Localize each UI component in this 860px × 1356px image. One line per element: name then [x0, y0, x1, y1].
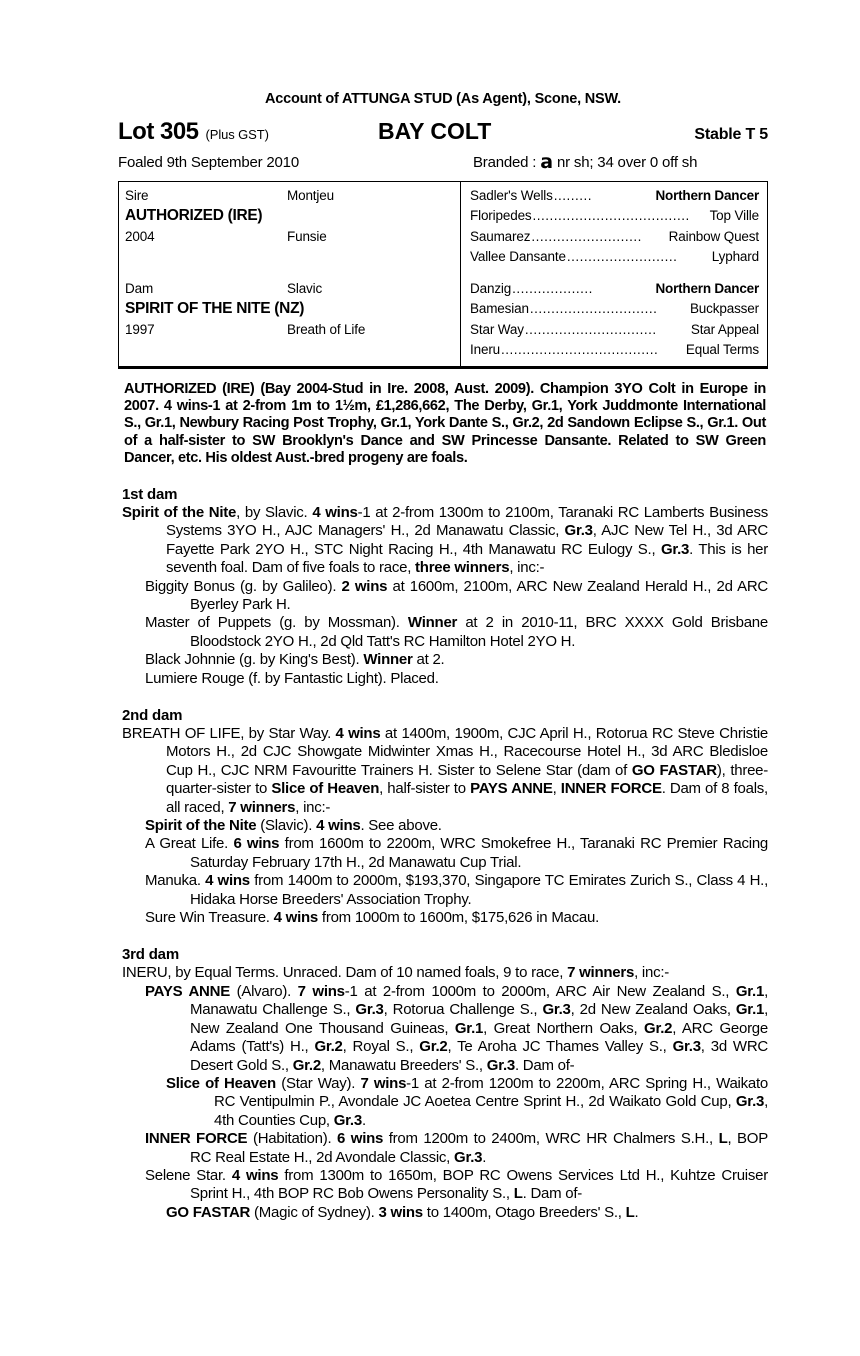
pedigree-entry: Selene Star. 4 wins from 1300m to 1650m, BOP RC Owens Services Ltd H., Kuhtze Cruiser Sprint H., 4th BOP RC Bob Owens Personality S., L. Dam of-	[145, 1166, 768, 1203]
pedigree-entry: Black Johnnie (g. by King's Best). Winner at 2.	[145, 651, 445, 669]
pedigree-entry: Manuka. 4 wins from 1400m to 2000m, $193,370, Singapore TC Emirates Zurich S., Class 4 H., Hidaka Horse Breeders' Association Trophy.	[145, 872, 768, 908]
gen3-right-name: Northern Dancer	[655, 187, 759, 203]
dam-dam-name: Breath of Life	[287, 321, 366, 337]
sire-year: 2004	[125, 228, 155, 244]
lot-number: Lot 305	[118, 117, 199, 145]
pedigree-entry: Spirit of the Nite (Slavic). 4 wins. See above.	[145, 817, 442, 835]
dam-section	[118, 946, 768, 1222]
pedigree-gen3-row	[461, 299, 767, 320]
spacer-cell	[281, 340, 461, 361]
gen3-right-name: Northern Dancer	[655, 280, 759, 296]
leader-dots: .....................................	[501, 342, 659, 358]
pedigree-entry: Biggity Bonus (g. by Galileo). 2 wins at 1600m, 2100m, ARC New Zealand Herald H., 2d ARC Byerley Park H.	[145, 577, 769, 613]
gen3-left-name: Floripedes	[470, 208, 532, 224]
plus-gst-note: (Plus GST)	[205, 126, 269, 142]
pedigree-grid	[119, 186, 767, 361]
pedigree-entry: Spirit of the Nite, by Slavic. 4 wins-1 at 2-from 1300m to 2100m, Taranaki RC Lamberts Business Systems 3YO H., AJC Managers' H., 2d Manawatu Classic, Gr.3, AJC New Tel H., 3d ARC Fayette Park 2YO H., STC Night Racing H., 4th Manawatu RC Eulogy S., Gr.3. This is her seventh foal. Dam of five foals to race, three winners, inc:-	[122, 503, 769, 577]
sire-name: AUTHORIZED (IRE)	[125, 207, 263, 225]
leader-dots: ..........................	[566, 249, 678, 265]
pedigree-entry: Master of Puppets (g. by Mossman). Winner at 2 in 2010-11, BRC XXXX Gold Brisbane Bloodstock 2YO H., 2d Qld Tatt's RC Hamilton Hotel 2YO H.	[145, 614, 768, 650]
foaled-branded-row	[118, 150, 768, 173]
pedigree-table	[118, 181, 768, 369]
leader-dots: ..........................	[531, 228, 642, 244]
branded-detail: nr sh; 34 over 0 off sh	[557, 153, 698, 171]
gen3-left-name: Star Way	[470, 321, 524, 337]
dam-name: SPIRIT OF THE NITE (NZ)	[125, 300, 305, 318]
dam-sire-name: Slavic	[287, 280, 323, 296]
lot-identity	[118, 118, 368, 146]
brand-symbol-icon: a	[540, 150, 554, 173]
sire-label: Sire	[125, 187, 149, 203]
pedigree-entry: GO FASTAR (Magic of Sydney). 3 wins to 1400m, Otago Breeders' S., L.	[166, 1203, 639, 1221]
pedigree-entry: BREATH OF LIFE, by Star Way. 4 wins at 1400m, 1900m, CJC April H., Rotorua RC Steve Christie Motors H., 2d CJC Showgate Midwinter Xmas H., Racecourse Hotel H., 3d ARC Bledisloe Cup H., CJC NRM Favouritte Trainers H. Sister to Selene Star (dam of GO FASTAR), three-quarter-sister to Slice of Heaven, half-sister to PAYS ANNE, INNER FORCE. Dam of 8 foals, all raced, 7 winners, inc:-	[122, 725, 769, 816]
leader-dots: ..............................	[529, 301, 658, 317]
pedigree-entry: PAYS ANNE (Alvaro). 7 wins-1 at 2-from 1000m to 2000m, ARC Air New Zealand S., Gr.1, Manawatu Challenge S., Gr.3, Rotorua Challenge S., Gr.3, 2d New Zealand Oaks, Gr.1, New Zealand One Thousand Guineas, Gr.1, Great Northern Oaks, Gr.2, ARC George Adams (Tatt's) H., Gr.2, Royal S., Gr.2, Te Aroha JC Thames Valley S., Gr.3, 3d WRC Desert Gold S., Gr.2, Manawatu Breeders' S., Gr.3. Dam of-	[145, 982, 769, 1074]
spacer-cell	[119, 340, 281, 361]
gen3-right-name: Buckpasser	[689, 301, 759, 317]
dam-section	[118, 486, 768, 688]
sire-summary-paragraph: AUTHORIZED (IRE) (Bay 2004-Stud in Ire. 2008, Aust. 2009). Champion 3YO Colt in Europe in 2007. 4 wins-1 at 2-from 1m to 1½m, £1,286,662, The Derby, Gr.1, York Juddmonte International S., Gr.1, Newbury Racing Post Trophy, Gr.1, York Dante S., Gr.2, 2d Sandown Eclipse S., Gr.1. Out of a half-sister to SW Brooklyn's Dance and SW Princesse Dansante. Related to SW Green Dancer, etc. His oldest Aust.-bred progeny are foals.	[124, 380, 766, 466]
leader-dots: .........	[553, 187, 593, 203]
pedigree-gen3-row	[461, 186, 767, 207]
gen3-left-name: Vallee Dansante	[470, 249, 566, 265]
dam-section	[118, 707, 768, 927]
dam-heading: 3rd dam	[122, 946, 179, 964]
catalogue-page	[118, 0, 768, 1222]
gen3-right-name: Top Ville	[709, 208, 759, 224]
pedigree-column-divider	[460, 182, 461, 366]
gen3-left-name: Sadler's Wells	[470, 187, 553, 203]
pedigree-section-gap	[119, 268, 767, 279]
sire-sire-name: Montjeu	[287, 187, 334, 203]
gen3-right-name: Rainbow Quest	[668, 228, 759, 244]
gen3-right-name: Star Appeal	[690, 321, 759, 337]
pedigree-entry: Sure Win Treasure. 4 wins from 1000m to 1600m, $175,626 in Macau.	[145, 909, 600, 927]
gen3-left-name: Ineru	[470, 342, 501, 358]
dam-heading: 1st dam	[122, 485, 178, 503]
spacer-cell	[119, 247, 281, 268]
foaling-date: Foaled 9th September 2010	[118, 153, 299, 171]
pedigree-gen3-row	[461, 279, 767, 300]
pedigree-entry: INERU, by Equal Terms. Unraced. Dam of 10 named foals, 9 to race, 7 winners, inc:-	[122, 964, 669, 982]
pedigree-gen3-row	[461, 340, 767, 361]
pedigree-entry: A Great Life. 6 wins from 1600m to 2200m, WRC Smokefree H., Taranaki RC Premier Racing Saturday February 17th H., 2d Manawatu Cup Trial.	[145, 835, 768, 871]
gen3-left-name: Saumarez	[470, 228, 531, 244]
brand-description	[473, 150, 698, 173]
branded-label: Branded :	[473, 153, 537, 171]
pedigree-entry: INNER FORCE (Habitation). 6 wins from 1200m to 2400m, WRC HR Chalmers S.H., L, BOP RC Real Estate H., 2d Avondale Classic, Gr.3.	[145, 1130, 768, 1166]
leader-dots: ...............................	[524, 321, 657, 337]
gen3-right-name: Equal Terms	[685, 342, 759, 358]
colour-and-sex: BAY COLT	[378, 117, 492, 144]
gen3-right-name: Lyphard	[711, 249, 759, 265]
gen3-left-name: Danzig	[470, 280, 512, 296]
dam-sections	[118, 486, 768, 1222]
dam-year: 1997	[125, 321, 155, 337]
gen3-left-name: Bamesian	[470, 301, 529, 317]
pedigree-gen3-row	[461, 227, 767, 248]
account-line: Account of ATTUNGA STUD (As Agent), Scone, NSW.	[264, 91, 622, 107]
spacer-cell	[281, 206, 461, 227]
sire-dam-name: Funsie	[287, 228, 327, 244]
leader-dots: ...................	[512, 280, 593, 296]
spacer-cell	[281, 247, 461, 268]
stable-allocation: Stable T 5	[694, 125, 768, 143]
dam-heading: 2nd dam	[122, 707, 183, 725]
pedigree-gen3-row	[461, 206, 767, 227]
lot-header-row	[118, 118, 768, 146]
pedigree-entry: Slice of Heaven (Star Way). 7 wins-1 at 2-from 1200m to 2200m, ARC Spring H., Waikato RC Ventipulmin P., Avondale JC Aoetea Centre Sprint H., 2d Waikato Gold Cup, Gr.3, 4th Counties Cup, Gr.3.	[166, 1074, 768, 1129]
dam-label: Dam	[125, 280, 154, 296]
pedigree-gen3-row	[461, 247, 767, 268]
leader-dots: .....................................	[532, 208, 690, 224]
pedigree-entry: Lumiere Rouge (f. by Fantastic Light). Placed.	[145, 669, 439, 687]
pedigree-gen3-row	[461, 320, 767, 341]
